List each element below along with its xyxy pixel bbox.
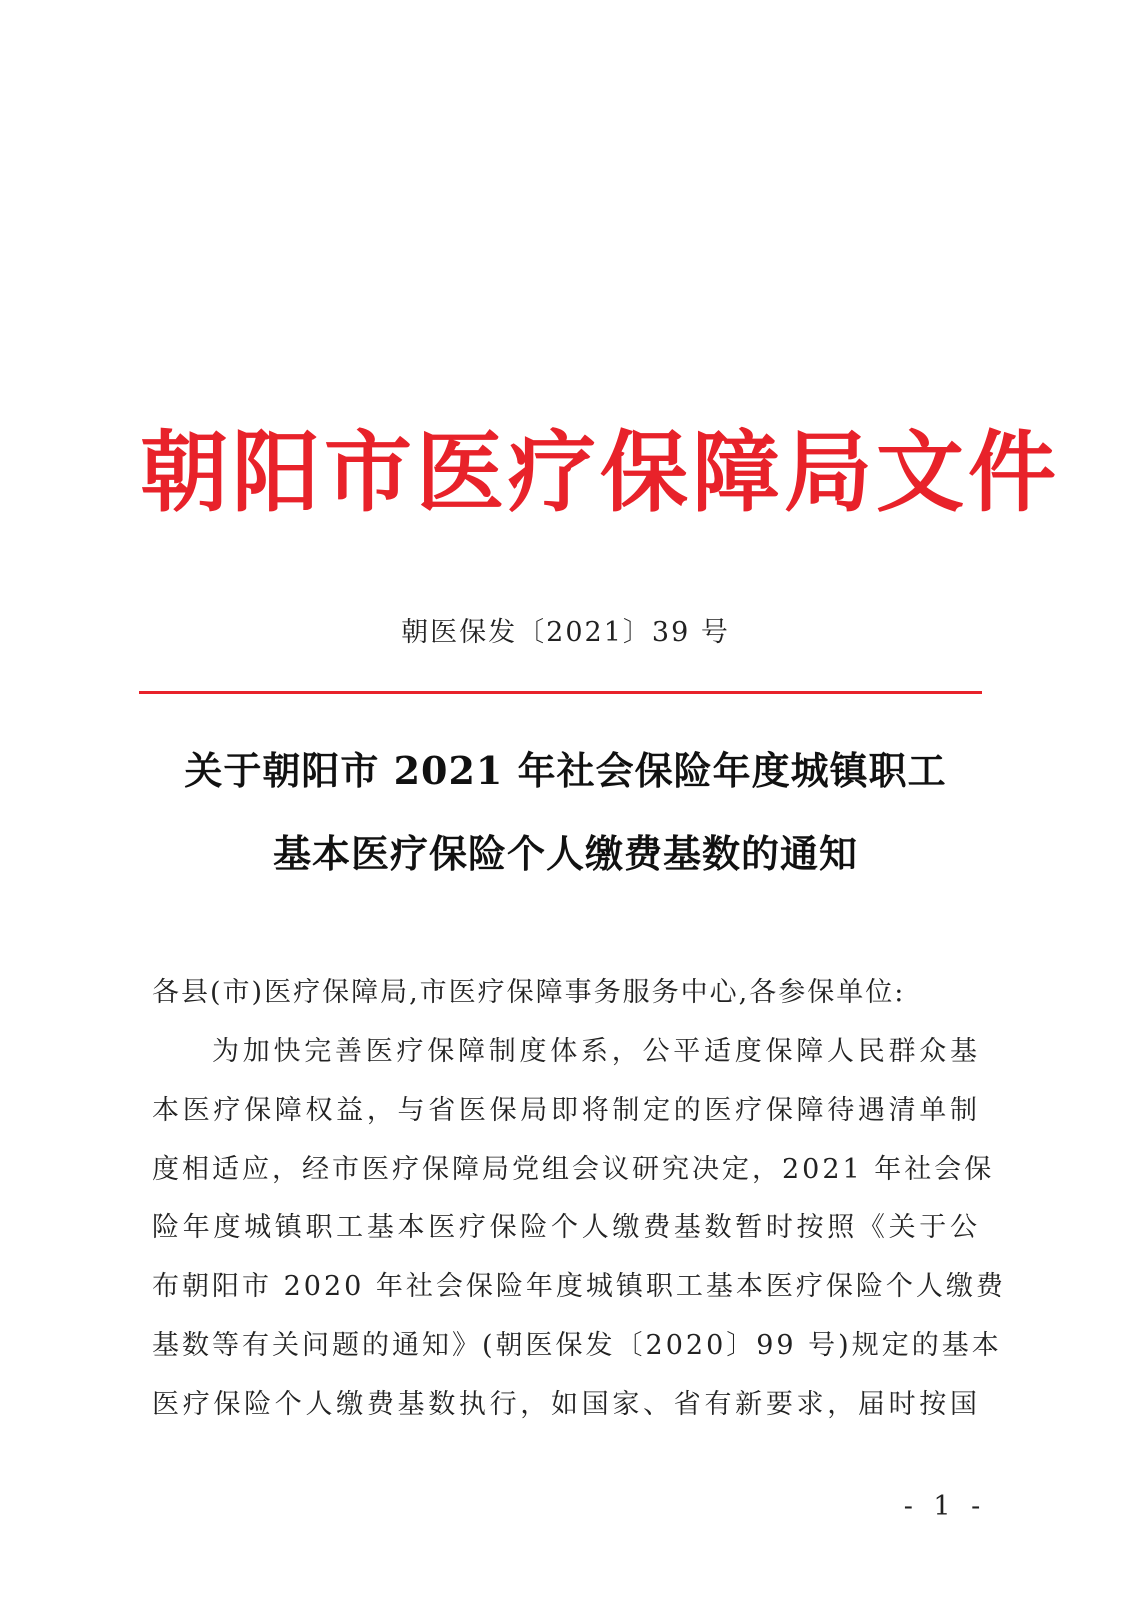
addressee-line: 各县(市)医疗保障局,市医疗保障事务服务中心,各参保单位:: [152, 977, 906, 1008]
red-divider-line: [139, 691, 982, 694]
body-paragraph-line: 基数等有关问题的通知》(朝医保发〔2020〕99 号)规定的基本: [152, 1330, 1002, 1361]
page-number: - 1 -: [903, 1491, 987, 1522]
document-number: 朝医保发〔2021〕39 号: [401, 617, 730, 648]
body-paragraph-line: 险年度城镇职工基本医疗保险个人缴费基数暂时按照《关于公: [152, 1212, 980, 1243]
body-paragraph-line: 本医疗保障权益，与省医保局即将制定的医疗保障待遇清单制: [152, 1095, 980, 1126]
body-paragraph-line: 布朝阳市 2020 年社会保险年度城镇职工基本医疗保险个人缴费: [152, 1271, 1006, 1302]
notice-title-line-2: 基本医疗保险个人缴费基数的通知: [272, 831, 858, 876]
body-paragraph-line: 度相适应，经市医疗保障局党组会议研究决定，2021 年社会保: [152, 1154, 995, 1185]
body-paragraph-line: 医疗保险个人缴费基数执行，如国家、省有新要求，届时按国: [152, 1389, 980, 1420]
body-paragraph-line: 为加快完善医疗保障制度体系，公平适度保障人民群众基: [212, 1036, 980, 1067]
notice-title-line-1: 关于朝阳市 2021 年社会保险年度城镇职工: [184, 748, 947, 793]
agency-header-title: 朝阳市医疗保障局文件: [140, 421, 1061, 524]
